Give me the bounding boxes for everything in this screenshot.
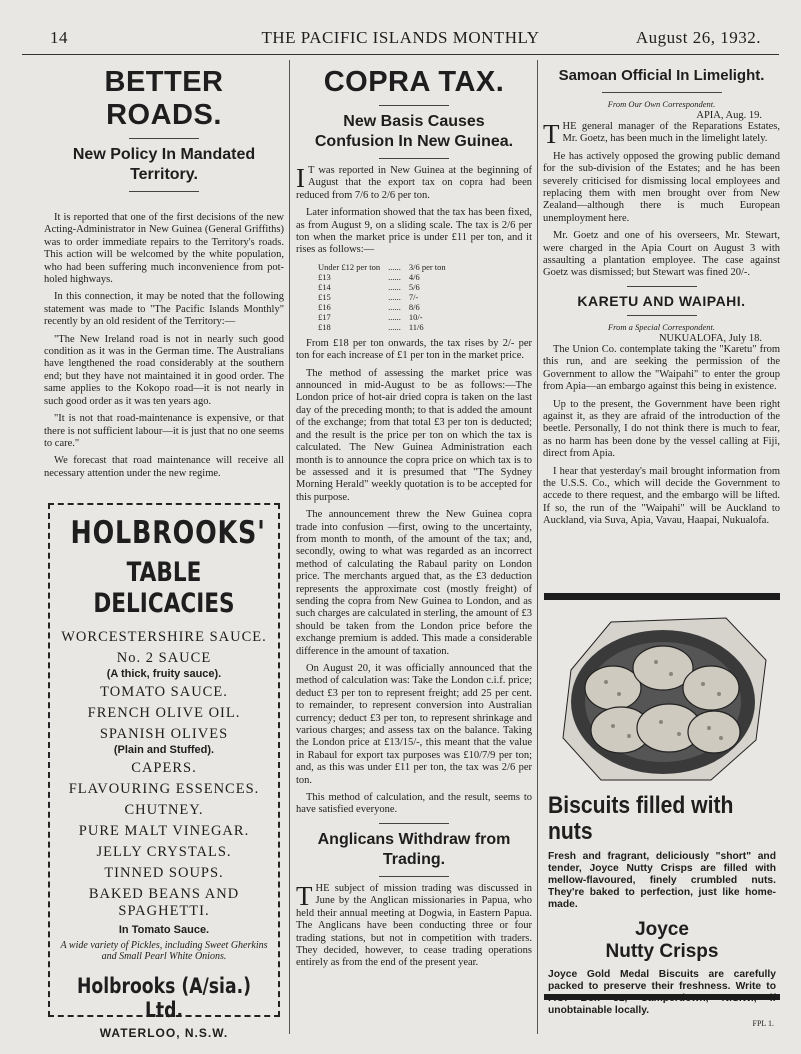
divider [379, 876, 449, 877]
column-divider [289, 60, 290, 1034]
ad-item-note: (Plain and Stuffed). [113, 744, 215, 756]
ad-item: TINNED SOUPS. [104, 865, 224, 881]
table-row: £13 ...... 4/6 [318, 271, 420, 282]
ad-item: No. 2 SAUCE [116, 650, 212, 666]
ad-brand-line: Joyce [635, 919, 689, 940]
paragraph: THE subject of mission trading was discussed in June by the Anglican missionaries in Papua, who held their annual meeting at Dogwia, in Eastern Papua. The Anglicans have been conducting three or four trading stations, but not in competition with traders. They decided, however, to cease trading operations entirely as from the end of the present year. [296, 880, 532, 969]
correspondent-line: From Our Own Correspondent. [607, 99, 716, 109]
paragraph: The Union Co. contemplate taking the "Karetu" from this run, and are seeking the permission of the Government to allow the "Waipahi" to enter the group from Apia—an embargo against this being in existence. [543, 343, 780, 393]
column-2 [296, 60, 532, 975]
ad-title: TABLE DELICACIES [93, 557, 235, 619]
subheadline-anglicans: Anglicans Withdraw from Trading. [317, 830, 511, 868]
ad-brand: HOLBROOKS' [70, 515, 266, 551]
subheadline: New Basis Causes Confusion In New Guinea. [314, 113, 514, 150]
drop-cap: T [543, 119, 560, 149]
page-header [22, 28, 779, 50]
ad-copy: Fresh and fragrant, deliciously "short" and tender, Joyce Nutty Crisps are filled with mellow-flavoured, finely crumbled nuts. They're baked to perfection, just like home-made. [548, 851, 776, 910]
ad-item: BAKED BEANS AND SPAGHETTI. [88, 886, 240, 919]
ad-variety-note: A wide variety of Pickles, including Sweet Gherkins and Small Pearl White Onions. [60, 940, 268, 962]
page-number: 14 [50, 28, 68, 47]
table-row: £16 ...... 8/6 [318, 301, 420, 312]
paragraph: Up to the present, the Government have been right against it, as they are afraid of the introduction of the beetle. Personally, I do not think there is much to fear, as no harm has been done by the vessel calling at Fiji, direct from Apia. [543, 398, 780, 460]
header-rule [22, 54, 779, 55]
ad-headline: Biscuits filled with nuts [548, 792, 734, 845]
subheadline: New Policy In Mandated Territory. [72, 146, 256, 183]
dateline: APIA, Aug. 19. [696, 110, 762, 121]
paragraph: In this connection, it may be noted that the following statement was made to "The Pacific Islands Monthly" recently by an old resident of the Territory:— [44, 291, 284, 328]
ad-item: JELLY CRYSTALS. [96, 844, 232, 860]
paragraph: The method of assessing the market price was announced in mid-August to be as follows:—The London price of hot-air dried copra is taken on the last day of the preceding month; to that is added the amount of the exchange; from that total £3 per ton is deducted; and the result is the price per ton on which the tax is calculated. The New Guinea Administration each month is to announce the copra price on which tax is to be assessed and it is presumed that "The Sydney Morning Herald" weekly quotation is to be accepted for this purpose. [296, 367, 532, 503]
issue-date: August 26, 1932. [635, 28, 761, 47]
paragraph: I T was reported in New Guinea at the beginning of August that the export tax on copra had been reduced from 7/6 to 2/6 per ton. [296, 163, 532, 201]
ad-brand-line: Nutty Crisps [605, 941, 719, 962]
column-1 [44, 60, 284, 485]
divider [627, 286, 697, 287]
paragraph: The announcement threw the New Guinea copra trade into confusion —first, owing to the uncertainty, from month to month, of the amount of the tax; and, secondly, owing to what was regarded as an incorrect method of calculating the Rabaul parity on London price. The merchants argued that, as the £3 deduction represents the approximate cost (mostly freight) of sending the copra from New Guinea to London, and as such charges are calculated in sterling, the amount of £3 should be taken from the London price before the exchange premium is added. This made a considerable difference in the amount of taxation. [296, 509, 532, 657]
headline-karetu: KARETU AND WAIPAHI. [577, 292, 746, 309]
correspondent-line: From a Special Correspondent. [607, 321, 716, 332]
ad-item: TOMATO SAUCE. [100, 684, 228, 700]
table-row: Under £12 per ton ...... 3/6 per ton [318, 261, 446, 272]
table-row: £17 ...... 10/- [318, 311, 423, 322]
drop-cap: T [296, 880, 313, 911]
table-row: £18 ...... 11/6 [318, 321, 424, 332]
holbrooks-advertisement [48, 503, 280, 1040]
paragraph: I hear that yesterday's mail brought information from the U.S.S. Co., which will decide the Government to accede to there request, and the embargo will be lifted. If so, the run of the "Waipahi" will be Auckland to Auckland, via Suva, Apia, Vavau, Haapai, Nukualofa. [543, 465, 780, 527]
publication-title: THE PACIFIC ISLANDS MONTHLY [261, 28, 540, 47]
headline-better-roads: BETTER ROADS. [104, 66, 224, 131]
ad-address: WATERLOO, N.S.W. [99, 1026, 229, 1040]
paragraph: Later information showed that the tax has been fixed, as from August 9, on a sliding scale. The tax is 2/6 per ton when the market price is under £11 per ton, and it rises as follows:— [296, 207, 532, 256]
ad-item-note: (A thick, fruity sauce). [106, 668, 222, 680]
ad-item: SPANISH OLIVES [99, 726, 229, 742]
ad-code: FPL 1. [752, 1019, 774, 1028]
joyce-biscuits-advertisement [544, 593, 780, 1028]
ad-company: Holbrooks (A/sia.) Ltd. [77, 974, 251, 1022]
paragraph: He has actively opposed the growing public demand for the sub-division of the Estates; and he has been severely criticised for dismissing local employees and replacing them with men brought over from New Zealand—although there is much European unemployment here. [543, 150, 780, 224]
divider [129, 191, 199, 192]
divider [379, 105, 449, 106]
ad-item: CHUTNEY. [124, 802, 204, 818]
divider [379, 823, 449, 824]
table-row: £15 ...... 7/- [318, 291, 419, 302]
ad-copy: Joyce Gold Medal Biscuits are carefully packed to preserve their freshness. Write to P.O. Box 31, Camperdown, N.S.W., if unobtainable locally. [548, 969, 776, 1016]
ad-item: CAPERS. [131, 760, 197, 776]
divider [627, 315, 697, 316]
tax-rate-table [314, 262, 450, 332]
ad-bottom-bar [544, 994, 780, 1000]
column-divider [537, 60, 538, 1034]
biscuit-plate-illustration [551, 610, 773, 785]
divider [602, 92, 722, 93]
paragraph: From £18 per ton onwards, the tax rises by 2/- per ton for each increase of £1 per ton in the market price. [296, 337, 532, 362]
paragraph: "The New Ireland road is not in nearly such good condition as it was in the German time. The Australians have lengthened the road considerably at the southern end; but they have not maintained it in good order. The same applies to the Kokopo road—it is not nearly in such good order as it was ten years ago. [44, 333, 284, 407]
drop-cap: I [296, 163, 305, 193]
paragraph: "It is not that road-maintenance is expensive, or that there is not sufficient labour—it is just that no one seems to care." [44, 413, 284, 449]
ad-item: FRENCH OLIVE OIL. [87, 705, 241, 721]
paragraph: We forecast that road maintenance will receive all necessary attention under the new regime. [44, 455, 284, 479]
paragraph: THE general manager of the Reparations Estates, Mr. Goetz, has been much in the limelight lately. [543, 119, 780, 149]
headline-samoan-official: Samoan Official In Limelight. [558, 67, 765, 84]
divider [129, 138, 199, 139]
table-row: £14 ...... 5/6 [318, 281, 420, 292]
ad-item: WORCESTERSHIRE SAUCE. [61, 629, 267, 645]
ad-item: PURE MALT VINEGAR. [78, 823, 250, 839]
ad-item: FLAVOURING ESSENCES. [68, 781, 260, 797]
paragraph: Mr. Goetz and one of his overseers, Mr. Stewart, were charged in the Apia Court on August 3 with assaulting a plantation employee. The case against Goetz was dismissed; but Stewart was fined 20/-. [543, 230, 780, 279]
dateline: NUKUALOFA, July 18. [658, 332, 762, 344]
divider [379, 158, 449, 159]
column-3 [543, 60, 780, 533]
headline-copra-tax: COPRA TAX. [323, 66, 505, 98]
paragraph: This method of calculation, and the result, seems to have satisfied everyone. [296, 792, 532, 816]
paragraph: On August 20, it was officially announced that the method of calculation was: Take the London c.i.f. price; deduct £3 per ton to represent freight; add 25 per cent. to remainder, to represent conversion into Australian currency; deduct £3 per ton, to represent shrinkage and various charges; and assess tax on the balance. Taking the London price at £13/15/-, this meant that the value in Rabaul for export tax purposes was £10/7/9 per ton; and, as this was under £11 per ton, the tax was 2/6 per ton. [296, 663, 532, 786]
paragraph: It is reported that one of the first decisions of the new Acting-Administrator in New Guinea (General Griffiths) was to order immediate repairs to the Territory's roads. This action will be welcomed by the white population, who had been suffering much inconvenience from pot-holed highways. [44, 212, 284, 286]
ad-item-note: In Tomato Sauce. [118, 924, 210, 936]
